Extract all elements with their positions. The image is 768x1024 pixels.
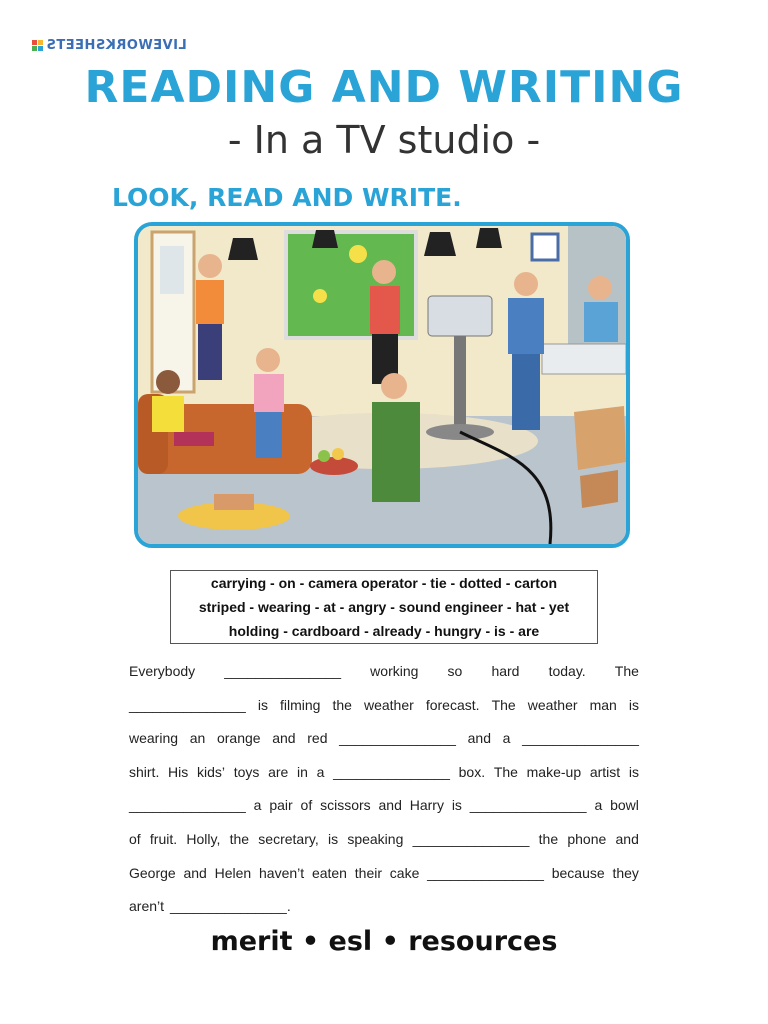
passage-word: artist: [589, 763, 621, 780]
instruction-heading: LOOK, READ AND WRITE.: [112, 183, 462, 212]
page-title: READING AND WRITING: [84, 62, 684, 113]
passage-line: [129, 893, 639, 927]
word-bank-line: striped - wearing - at - angry - sound engineer - hat - yet: [198, 599, 570, 615]
passage-word: is: [628, 763, 639, 780]
passage-word: so: [447, 663, 463, 679]
passage-line: [129, 658, 639, 692]
liveworksheets-logo: [32, 38, 187, 53]
passage-line: [129, 759, 639, 793]
passage-word: a: [316, 763, 325, 780]
passage-word: kids’: [196, 763, 225, 780]
passage-word: and: [467, 730, 491, 747]
answer-blank[interactable]: _______________: [427, 864, 544, 881]
answer-blank[interactable]: _______________: [333, 763, 450, 780]
passage-word: cake: [389, 864, 420, 881]
answer-blank[interactable]: _______________: [129, 797, 246, 814]
passage-word: shirt.: [129, 763, 160, 780]
passage-word: aren’t: [129, 898, 165, 915]
passage-word: bowl: [610, 797, 639, 814]
passage-word: is: [451, 797, 462, 814]
passage-word: man: [589, 696, 617, 713]
passage-word: and: [378, 797, 402, 814]
passage-word: Holly,: [186, 830, 221, 847]
tv-studio-scene: [138, 226, 626, 544]
answer-blank[interactable]: _______________: [412, 830, 530, 847]
logo-square: [38, 46, 43, 51]
passage-word: Harry: [409, 797, 444, 814]
passage-word: forecast.: [425, 696, 480, 713]
passage-word: weather: [527, 696, 578, 713]
answer-blank[interactable]: _______________: [469, 797, 587, 814]
passage-word: haven’t: [259, 864, 305, 881]
passage-word: of: [129, 830, 141, 847]
passage-word: their: [354, 864, 382, 881]
page-subtitle: - In a TV studio -: [227, 118, 541, 162]
passage-word: and: [183, 864, 207, 881]
passage-line: [129, 692, 639, 726]
passage-word: Helen: [214, 864, 252, 881]
passage-word: red: [307, 730, 328, 747]
passage-word: box.: [458, 763, 486, 780]
answer-blank[interactable]: _______________.: [170, 898, 291, 915]
passage-word: The: [491, 696, 516, 713]
passage-word: phone: [567, 830, 607, 847]
passage-word: The: [493, 763, 518, 780]
passage-word: a: [253, 797, 262, 814]
answer-blank[interactable]: _______________: [129, 696, 246, 713]
tv-studio-illustration: [134, 222, 630, 548]
passage-word: His: [168, 763, 189, 780]
passage-word: eaten: [311, 864, 347, 881]
passage-word: toys: [233, 763, 260, 780]
passage-word: is: [628, 696, 639, 713]
passage-line: [129, 826, 639, 860]
word-bank-line: carrying - on - camera operator - tie - dotted - carton: [210, 575, 558, 591]
passage-word: a: [594, 797, 603, 814]
passage-word: hard: [491, 663, 520, 679]
answer-blank[interactable]: _______________: [224, 663, 342, 679]
passage-word: and: [615, 830, 639, 847]
word-bank: [170, 570, 598, 644]
passage-word: Everybody: [129, 663, 196, 679]
passage-word: the: [332, 696, 352, 713]
passage-word: the: [538, 830, 559, 847]
logo-square: [32, 46, 37, 51]
word-bank-line: holding - cardboard - already - hungry - is - are: [228, 623, 540, 639]
passage-word: secretary,: [258, 830, 319, 847]
passage-word: an: [189, 730, 206, 747]
passage-word: weather: [363, 696, 414, 713]
passage-word: filming: [279, 696, 321, 713]
footer-branding: merit • esl • resources: [210, 926, 558, 957]
passage-word: of: [300, 797, 313, 814]
answer-blank[interactable]: _______________: [522, 730, 639, 747]
logo-square: [32, 40, 37, 45]
passage-word: George: [129, 864, 176, 881]
passage-word: orange: [216, 730, 261, 747]
passage-word: a: [502, 730, 511, 747]
passage-word: and: [272, 730, 296, 747]
passage-word: today.: [548, 663, 586, 679]
passage-line: [129, 792, 639, 826]
passage-word: make-up: [526, 763, 582, 780]
passage-line: [129, 725, 639, 759]
passage-word: scissors: [320, 797, 371, 814]
passage-word: working: [370, 663, 419, 679]
passage-word: speaking: [347, 830, 404, 847]
passage-word: is: [257, 696, 268, 713]
passage-word: wearing: [129, 730, 179, 747]
logo-text: LIVEWORKSHEETS: [46, 38, 187, 53]
passage-word: the: [229, 830, 250, 847]
passage-word: in: [297, 763, 308, 780]
passage-word: are: [268, 763, 289, 780]
passage-word: they: [612, 864, 639, 881]
logo-squares-icon: [32, 40, 43, 51]
logo-square: [38, 40, 43, 45]
passage-word: The: [614, 663, 639, 679]
passage-line: [129, 860, 639, 894]
passage-word: because: [551, 864, 605, 881]
passage: [129, 658, 639, 927]
passage-word: is: [327, 830, 339, 847]
passage-word: pair: [269, 797, 293, 814]
answer-blank[interactable]: _______________: [339, 730, 456, 747]
passage-word: fruit.: [149, 830, 178, 847]
